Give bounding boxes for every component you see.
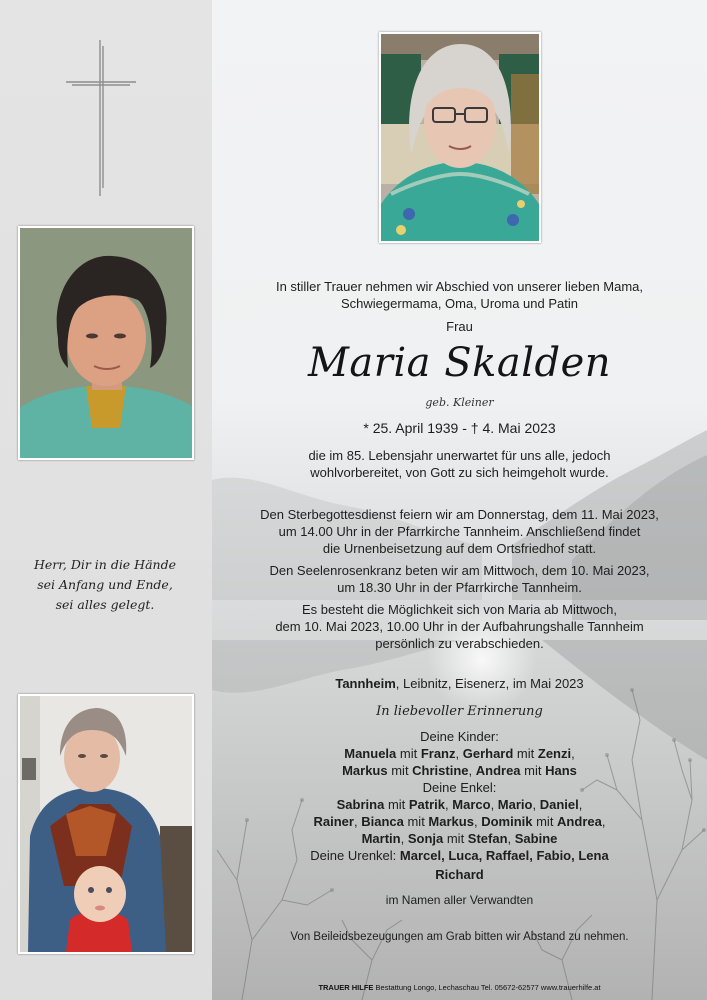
rosary-line-2: um 18.30 Uhr in der Pfarrkirche Tannheim. [337, 580, 582, 595]
sep: , [532, 797, 540, 812]
quote-line-1: Herr, Dir in die Hände [34, 557, 176, 572]
place-name: Tannheim [335, 676, 396, 691]
photo-with-great-grandchild [18, 694, 194, 954]
extra-mourner [212, 866, 707, 883]
footer [212, 979, 707, 996]
sep: , [571, 746, 575, 761]
sep: , [468, 763, 476, 778]
maiden-name-text: geb. Kleiner [425, 396, 494, 409]
grandchildren-line-2 [212, 813, 707, 830]
name: Sabrina [336, 797, 385, 812]
sep: , [578, 797, 583, 812]
name: Andrea [557, 814, 602, 829]
name: Franz [420, 746, 456, 761]
children-label: Deine Kinder: [420, 729, 499, 744]
rosary-text [212, 562, 707, 596]
intro-line-1: In stiller Trauer nehmen wir Abschied von unserer lieben Mama, [275, 279, 644, 294]
sep: mit [532, 814, 558, 829]
service-line-1: Den Sterbegottesdienst feiern wir am Donnerstag, dem 11. Mai 2023, [260, 507, 659, 522]
name: Bianca [361, 814, 404, 829]
quote-line-2: sei Anfang und Ende, [37, 577, 173, 592]
footer-brand: TRAUER HILFE [318, 983, 374, 992]
condolence-note [212, 929, 707, 946]
sep: , [473, 814, 482, 829]
sep: mit [520, 763, 546, 778]
name: Rainer [313, 814, 354, 829]
children-line-1 [212, 745, 707, 762]
name: Markus [428, 814, 474, 829]
sep: , [507, 831, 515, 846]
passing-line-2: wohlvorbereitet, von Gott zu sich heimgeholt wurde. [310, 465, 609, 480]
salutation [212, 318, 707, 335]
great-grandchildren-names: Marcel, Luca, Raffael, Fabio, Lena [399, 848, 609, 863]
quote-line-3: sei alles gelegt. [55, 597, 155, 612]
memory-heading [212, 703, 707, 720]
extra-mourner-name: Richard [435, 867, 484, 882]
maiden-name [212, 394, 707, 411]
great-grandchildren-label: Deine Urenkel: [310, 848, 400, 863]
memory-text: In liebevoller Erinnerung [376, 704, 543, 719]
sep: mit [443, 831, 468, 846]
name: Andrea [475, 763, 521, 778]
name: Gerhard [462, 746, 514, 761]
sep: , [400, 831, 408, 846]
name: Mario [497, 797, 533, 812]
name: Marco [452, 797, 491, 812]
name: Daniel [539, 797, 579, 812]
sep: mit [513, 746, 538, 761]
intro-line-2: Schwiegermama, Oma, Uroma und Patin [341, 296, 578, 311]
sep: , [601, 814, 606, 829]
service-text [212, 506, 707, 557]
passing-text [212, 447, 707, 481]
sep: , [353, 814, 362, 829]
salutation-text: Frau [446, 319, 473, 334]
relatives-text: im Namen aller Verwandten [385, 893, 534, 907]
sep: mit [387, 763, 413, 778]
portrait-photo-main [379, 32, 541, 243]
farewell-line-1: Es besteht die Möglichkeit sich von Maria ab Mittwoch, [301, 602, 618, 617]
cross-icon [64, 38, 138, 198]
sep: mit [384, 797, 409, 812]
sep: , [455, 746, 463, 761]
farewell-line-3: persönlich zu verabschieden. [375, 636, 544, 651]
name: Markus [342, 763, 388, 778]
rosary-line-1: Den Seelenrosenkranz beten wir am Mittwoch, dem 10. Mai 2023, [269, 563, 650, 578]
sep: , [445, 797, 453, 812]
life-dates-text: * 25. April 1939 - † 4. Mai 2023 [363, 420, 556, 436]
condolence-note-text: Von Beileidsbezeugungen am Grab bitten wir Abstand zu nehmen. [290, 931, 629, 943]
name: Hans [545, 763, 577, 778]
place-date-rest: , Leibnitz, Eisenerz, im Mai 2023 [395, 676, 584, 691]
prayer-quote [10, 555, 200, 615]
passing-line-1: die im 85. Lebensjahr unerwartet für uns alle, jedoch [308, 448, 611, 463]
name: Stefan [467, 831, 508, 846]
name: Martin [361, 831, 401, 846]
sep: , [490, 797, 498, 812]
name: Sabine [514, 831, 558, 846]
service-line-3: die Urnenbeisetzung auf dem Ortsfriedhof statt. [322, 541, 597, 556]
deceased-name [212, 340, 707, 386]
sep: mit [396, 746, 421, 761]
great-grandchildren-line [212, 847, 707, 864]
portrait-photo-young [18, 226, 194, 460]
grandchildren-line-3 [212, 830, 707, 847]
family-list [212, 728, 707, 864]
service-line-2: um 14.00 Uhr in der Pfarrkirche Tannheim. Anschließend findet [278, 524, 641, 539]
relatives-line [212, 892, 707, 909]
grandchildren-line-1 [212, 796, 707, 813]
deceased-name-text: Maria Skalden [307, 340, 612, 386]
name: Sonja [407, 831, 444, 846]
place-date [212, 675, 707, 692]
name: Manuela [344, 746, 397, 761]
children-line-2 [212, 762, 707, 779]
name: Christine [412, 763, 469, 778]
name: Dominik [481, 814, 533, 829]
sep: mit [403, 814, 429, 829]
grandchildren-label: Deine Enkel: [422, 780, 497, 795]
intro-text [212, 278, 707, 312]
farewell-text [212, 601, 707, 652]
name: Patrik [408, 797, 446, 812]
life-dates [212, 420, 707, 437]
name: Zenzi [537, 746, 572, 761]
footer-details: Bestattung Longo, Lechaschau Tel. 05672-62577 www.trauerhilfe.at [373, 983, 601, 992]
farewell-line-2: dem 10. Mai 2023, 10.00 Uhr in der Aufbahrungshalle Tannheim [275, 619, 644, 634]
